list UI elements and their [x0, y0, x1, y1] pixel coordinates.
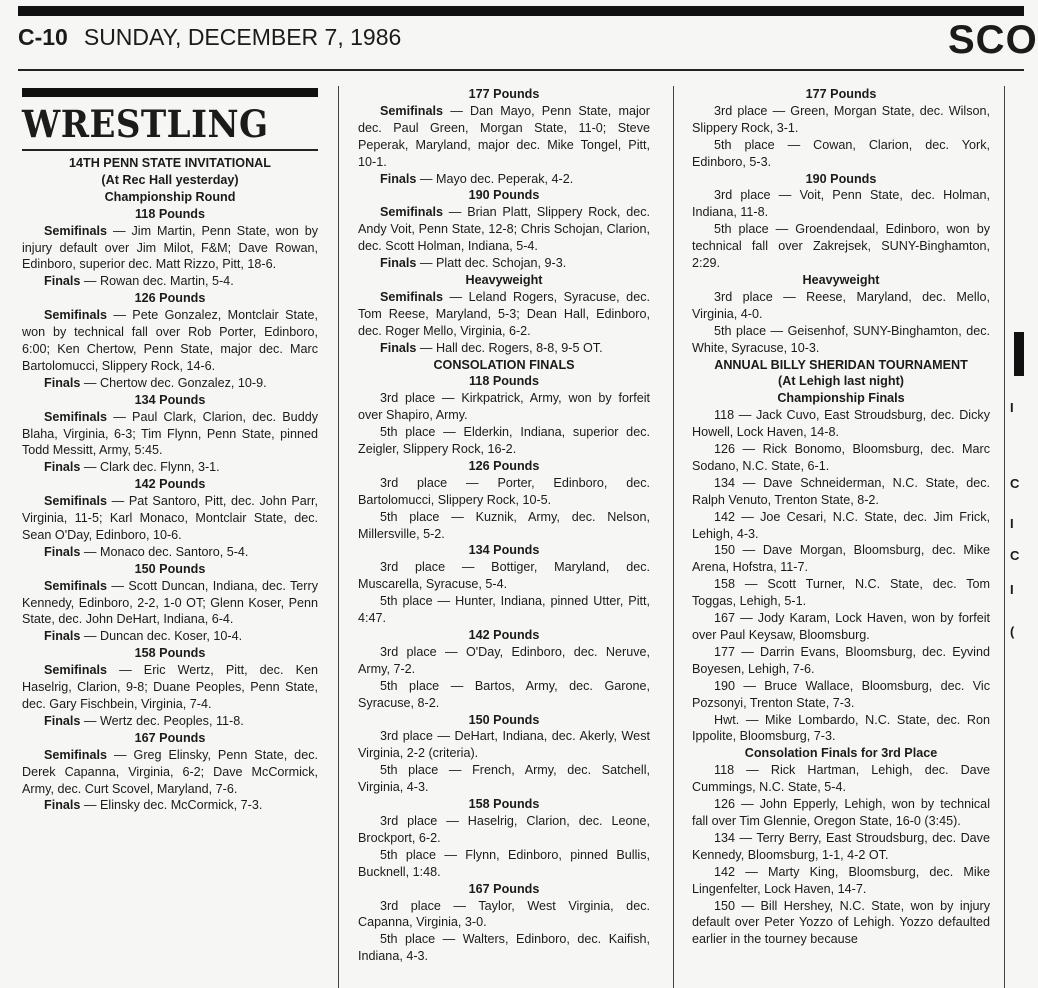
result-entry — [692, 221, 990, 272]
fragment-glyph: ( — [1010, 624, 1015, 639]
result-entry: 177 — Darrin Evans, Bloomsburg, dec. Eyvind Boyesen, Lehigh, 7-6. — [692, 644, 990, 676]
result-entry: 126 — Rick Bonomo, Bloomsburg, dec. Marc Sodano, N.C. State, 6-1. — [692, 442, 990, 473]
result-text: 5th place — Elderkin, Indiana, superior dec. Zeigler, Slippery Rock, 16-2. — [358, 425, 650, 457]
result-text: 3rd place — Kirkpatrick, Army, won by forfeit over Shapiro, Army. — [358, 391, 650, 423]
title-rule — [22, 149, 318, 151]
weight-class-heading: 134 Pounds — [134, 392, 206, 407]
column-divider-1 — [338, 86, 339, 988]
fragment-glyph: I — [1010, 400, 1014, 415]
round-label: Semifinals — [380, 205, 443, 220]
consolation-list — [358, 373, 650, 965]
result-text: — Scott Duncan, Indiana, dec. Terry Kennedy, Edinboro, 2-2, 1-0 OT; Glenn Koser, Penn State, dec. John DeHart, Indiana, 6-4. — [22, 578, 318, 627]
result-entry: 134 — Terry Berry, East Stroudsburg, dec. Dave Kennedy, Bloomsburg, 1-1, 4-2 OT. — [692, 830, 990, 862]
round-label: Finals — [44, 544, 81, 559]
weight-class-heading: 190 Pounds — [468, 188, 540, 203]
heading-line: (At Lehigh last night) — [778, 374, 904, 389]
result-entry — [358, 475, 650, 509]
result-text: 3rd place — Bottiger, Maryland, dec. Muscarella, Syracuse, 5-4. — [358, 560, 650, 592]
result-entry — [692, 137, 990, 171]
result-text: 3rd place — Green, Morgan State, dec. Wilson, Slippery Rock, 3-1. — [692, 103, 990, 135]
weight-class-heading: 177 Pounds — [468, 87, 540, 101]
result-entry — [358, 898, 650, 932]
round-label: Semifinals — [44, 409, 107, 424]
consolation-list — [692, 762, 990, 948]
result-text: 5th place — Geisenhof, SUNY-Binghamton, dec. White, Syracuse, 10-3. — [692, 323, 990, 355]
heading-line: ANNUAL BILLY SHERIDAN TOURNAMENT — [714, 357, 968, 372]
result-text: — Dan Mayo, Penn State, major dec. Paul Green, Morgan State, 11-0; Steve Peperak, Maryland, major dec. Mike Tongel, Pitt, 10-1. — [358, 103, 650, 169]
result-entry — [358, 762, 650, 796]
column-1 — [22, 88, 318, 814]
heading-line: Championship Finals — [777, 391, 905, 406]
weight-class-heading: Heavyweight — [465, 272, 543, 287]
adjacent-column-bar — [1014, 332, 1024, 376]
round-label: Semifinals — [380, 103, 443, 118]
result-entry — [358, 424, 650, 458]
result-entry — [358, 171, 650, 188]
result-entry — [358, 559, 650, 593]
section-title: WRESTLING — [22, 102, 269, 146]
round-label: Semifinals — [44, 308, 107, 323]
result-entry — [22, 409, 318, 460]
result-entry — [22, 747, 318, 798]
result-text: 5th place — Groendendaal, Edinboro, won by technical fall over Zakrejsek, SUNY-Binghamton, 2:29. — [692, 222, 990, 271]
consolation-heading: Consolation Finals for 3rd Place — [744, 746, 938, 761]
result-text: — Platt dec. Schojan, 9-3. — [416, 256, 567, 271]
heading-line: 14TH PENN STATE INVITATIONAL — [69, 156, 271, 170]
result-text: — Eric Wertz, Pitt, dec. Ken Haselrig, Clarion, 9-8; Duane Peoples, Penn State, dec. Gary Fischbein, Virginia, 7-4. — [22, 663, 318, 711]
result-entry: 190 — Bruce Wallace, Bloomsburg, dec. Vic Pozsonyi, Trenton State, 7-3. — [692, 678, 990, 710]
result-entry — [22, 223, 318, 274]
weight-class-heading: 142 Pounds — [134, 477, 206, 492]
weight-class-heading: 134 Pounds — [468, 543, 540, 558]
result-text: — Clark dec. Flynn, 3-1. — [80, 460, 220, 475]
result-entry — [22, 797, 318, 814]
result-entry — [692, 187, 990, 221]
fragment-glyph: C — [1010, 476, 1020, 491]
result-entry — [22, 459, 318, 476]
result-entry — [358, 204, 650, 255]
result-text: 3rd place — Reese, Maryland, dec. Mello, Virginia, 4-0. — [692, 289, 990, 321]
result-entry: 142 — Marty King, Bloomsburg, dec. Mike Lingenfelter, Lock Haven, 14-7. — [692, 864, 990, 896]
fragment-glyph: I — [1010, 516, 1014, 531]
round-label: Finals — [380, 256, 417, 271]
result-text: — Hall dec. Rogers, 8-8, 9-5 OT. — [416, 340, 603, 355]
result-entry — [692, 289, 990, 323]
result-entry: 134 — Dave Schneiderman, N.C. State, dec. Ralph Venuto, Trenton State, 8-2. — [692, 475, 990, 507]
round-label: Semifinals — [44, 747, 107, 762]
weight-class-heading: 126 Pounds — [134, 291, 206, 306]
weight-class-heading: 158 Pounds — [134, 646, 206, 661]
round-label: Finals — [380, 171, 417, 186]
results-list — [22, 206, 318, 815]
column-2 — [358, 86, 650, 965]
weight-class-heading: Heavyweight — [802, 272, 880, 287]
top-rule-bar — [18, 6, 1024, 16]
weight-class-heading: 150 Pounds — [134, 561, 206, 576]
result-entry — [358, 255, 650, 272]
result-text: 3rd place — Voit, Penn State, dec. Holman, Indiana, 11-8. — [692, 188, 990, 220]
result-entry: 167 — Jody Karam, Lock Haven, won by forfeit over Paul Keysaw, Bloomsburg. — [692, 611, 990, 642]
result-entry — [22, 307, 318, 375]
result-text: — Leland Rogers, Syracuse, dec. Tom Reese, Maryland, 5-3; Dean Hall, Edinboro, dec. Roger Mello, Virginia, 6-2. — [358, 289, 650, 338]
round-label: Semifinals — [380, 289, 443, 304]
weight-class-heading: 118 Pounds — [135, 206, 205, 221]
result-text: — Pete Gonzalez, Montclair State, won by technical fall over Rob Porter, Edinboro, 6:00; Ken Chertow, Penn State, major dec. Marc Bartolomucci, Slippery Rock, 14-6. — [22, 308, 318, 373]
round-label: Semifinals — [44, 223, 107, 238]
result-entry: Hwt. — Mike Lombardo, N.C. State, dec. Ron Ippolite, Bloomsburg, 7-3. — [692, 712, 990, 744]
result-text: 3rd place — DeHart, Indiana, dec. Akerly, West Virginia, 2-2 (criteria). — [358, 729, 650, 761]
fragment-glyph: C — [1010, 548, 1020, 563]
result-text: 5th place — Cowan, Clarion, dec. York, Edinboro, 5-3. — [692, 137, 990, 169]
result-entry — [358, 931, 650, 965]
result-text: 5th place — Bartos, Army, dec. Garone, Syracuse, 8-2. — [358, 678, 650, 710]
result-entry — [358, 847, 650, 881]
section-top-bar — [22, 88, 318, 97]
result-entry — [22, 713, 318, 730]
header-rule — [18, 69, 1024, 71]
result-text: 5th place — Hunter, Indiana, pinned Utter, Pitt, 4:47. — [358, 594, 650, 626]
weight-class-heading: 126 Pounds — [468, 458, 540, 473]
page-header — [18, 24, 401, 51]
result-text: — Duncan dec. Koser, 10-4. — [80, 629, 243, 644]
section-name-fragment: SCO — [948, 18, 1038, 62]
column-3 — [692, 86, 990, 948]
meet-heading — [22, 155, 318, 206]
consolation-heading: CONSOLATION FINALS — [433, 357, 575, 372]
weight-class-heading: 190 Pounds — [805, 171, 877, 186]
result-text: 3rd place — Taylor, West Virginia, dec. Capanna, Virginia, 3-0. — [358, 898, 650, 930]
result-entry — [358, 509, 650, 543]
round-label: Finals — [44, 713, 81, 728]
result-text: — Greg Elinsky, Penn State, dec. Derek Capanna, Virginia, 6-2; Dave McCormick, Army, dec. Curt Scovel, Maryland, 7-6. — [22, 747, 318, 796]
result-entry: 118 — Jack Cuvo, East Stroudsburg, dec. Dicky Howell, Lock Haven, 14-8. — [692, 408, 990, 440]
result-entry — [22, 662, 318, 713]
result-entry: 150 — Dave Morgan, Bloomsburg, dec. Mike Arena, Hofstra, 11-7. — [692, 543, 990, 575]
result-entry — [358, 390, 650, 424]
weight-class-heading: 150 Pounds — [468, 712, 540, 727]
result-entry — [22, 544, 318, 561]
result-entry — [358, 340, 650, 357]
result-text: 5th place — Kuznik, Army, dec. Nelson, Millersville, 5-2. — [358, 509, 650, 541]
result-entry — [358, 644, 650, 678]
result-entry: 158 — Scott Turner, N.C. State, dec. Tom Toggas, Lehigh, 5-1. — [692, 577, 990, 609]
result-text: 3rd place — O'Day, Edinboro, dec. Neruve, Army, 7-2. — [358, 644, 650, 676]
result-text: — Pat Santoro, Pitt, dec. John Parr, Virginia, 11-5; Karl Monaco, Montclair State, dec. Sean O'Day, Edinboro, 10-6. — [22, 494, 318, 542]
results-list — [692, 86, 990, 357]
tournament-heading — [692, 357, 990, 408]
result-text: 5th place — Flynn, Edinboro, pinned Bullis, Bucknell, 1:48. — [358, 847, 650, 879]
result-entry — [22, 578, 318, 629]
result-entry — [22, 493, 318, 544]
round-label: Finals — [44, 798, 81, 813]
weight-class-heading: 158 Pounds — [468, 797, 540, 812]
result-text: 5th place — Walters, Edinboro, dec. Kaifish, Indiana, 4-3. — [358, 932, 650, 964]
weight-class-heading: 167 Pounds — [468, 881, 540, 896]
result-entry — [22, 273, 318, 290]
round-label: Finals — [44, 629, 81, 644]
issue-date: SUNDAY, DECEMBER 7, 1986 — [83, 24, 402, 50]
result-entry — [358, 813, 650, 847]
round-label: Semifinals — [44, 494, 107, 509]
heading-line: Championship Round — [104, 189, 236, 204]
round-label: Finals — [44, 274, 81, 289]
championship-list — [692, 407, 990, 745]
results-list — [358, 86, 650, 357]
weight-class-heading: 177 Pounds — [805, 87, 877, 101]
result-entry — [358, 289, 650, 340]
result-entry — [358, 103, 650, 171]
result-entry — [358, 728, 650, 762]
heading-line: (At Rec Hall yesterday) — [101, 172, 239, 187]
page-number: C-10 — [18, 24, 68, 50]
result-entry — [358, 593, 650, 627]
round-label: Finals — [44, 460, 81, 475]
weight-class-heading: 167 Pounds — [134, 730, 206, 745]
result-text: — Jim Martin, Penn State, won by injury default over Jim Milot, F&M; Dave Rowan, Edinboro, superior dec. Matt Rizzo, Pitt, 18-6. — [22, 223, 318, 272]
result-text: — Chertow dec. Gonzalez, 10-9. — [80, 375, 267, 390]
weight-class-heading: 118 Pounds — [469, 374, 539, 389]
round-label: Finals — [380, 340, 417, 355]
result-entry — [358, 678, 650, 712]
round-label: Semifinals — [44, 578, 107, 593]
result-text: — Rowan dec. Martin, 5-4. — [80, 274, 234, 289]
result-text: — Monaco dec. Santoro, 5-4. — [80, 544, 249, 559]
result-entry — [22, 628, 318, 645]
column-divider-3 — [1004, 86, 1005, 988]
result-entry — [692, 323, 990, 357]
result-entry: 118 — Rick Hartman, Lehigh, dec. Dave Cummings, N.C. State, 5-4. — [692, 763, 990, 795]
result-text: — Elinsky dec. McCormick, 7-3. — [80, 798, 263, 813]
fragment-glyph: I — [1010, 582, 1014, 597]
result-text: — Mayo dec. Peperak, 4-2. — [416, 171, 574, 186]
result-entry: 150 — Bill Hershey, N.C. State, won by injury default over Peter Yozzo of Lehigh. Yozzo defaulted earlier in the tourney because — [692, 898, 990, 947]
round-label: Semifinals — [44, 663, 107, 678]
result-entry: 126 — John Epperly, Lehigh, won by technical fall over Tim Glennie, Oregon State, 16-0 (3:45). — [692, 797, 990, 828]
column-divider-2 — [673, 86, 674, 988]
result-entry — [692, 103, 990, 137]
result-text: 3rd place — Haselrig, Clarion, dec. Leone, Brockport, 6-2. — [358, 813, 650, 845]
result-entry — [22, 375, 318, 392]
round-label: Finals — [44, 375, 81, 390]
result-text: — Wertz dec. Peoples, 11-8. — [80, 713, 244, 728]
result-text: — Paul Clark, Clarion, dec. Buddy Blaha, Virginia, 6-3; Tim Flynn, Penn State, pinned Todd Messitt, Army, 5:45. — [22, 409, 318, 458]
weight-class-heading: 142 Pounds — [468, 628, 540, 642]
result-entry: 142 — Joe Cesari, N.C. State, dec. Jim Frick, Lehigh, 4-3. — [692, 509, 990, 541]
result-text: 5th place — French, Army, dec. Satchell, Virginia, 4-3. — [358, 763, 650, 795]
result-text: — Brian Platt, Slippery Rock, dec. Andy Voit, Penn State, 12-8; Chris Schojan, Clarion, dec. Scott Holman, Indiana, 5-4. — [358, 205, 650, 254]
result-text: 3rd place — Porter, Edinboro, dec. Bartolomucci, Slippery Rock, 10-5. — [358, 475, 650, 507]
